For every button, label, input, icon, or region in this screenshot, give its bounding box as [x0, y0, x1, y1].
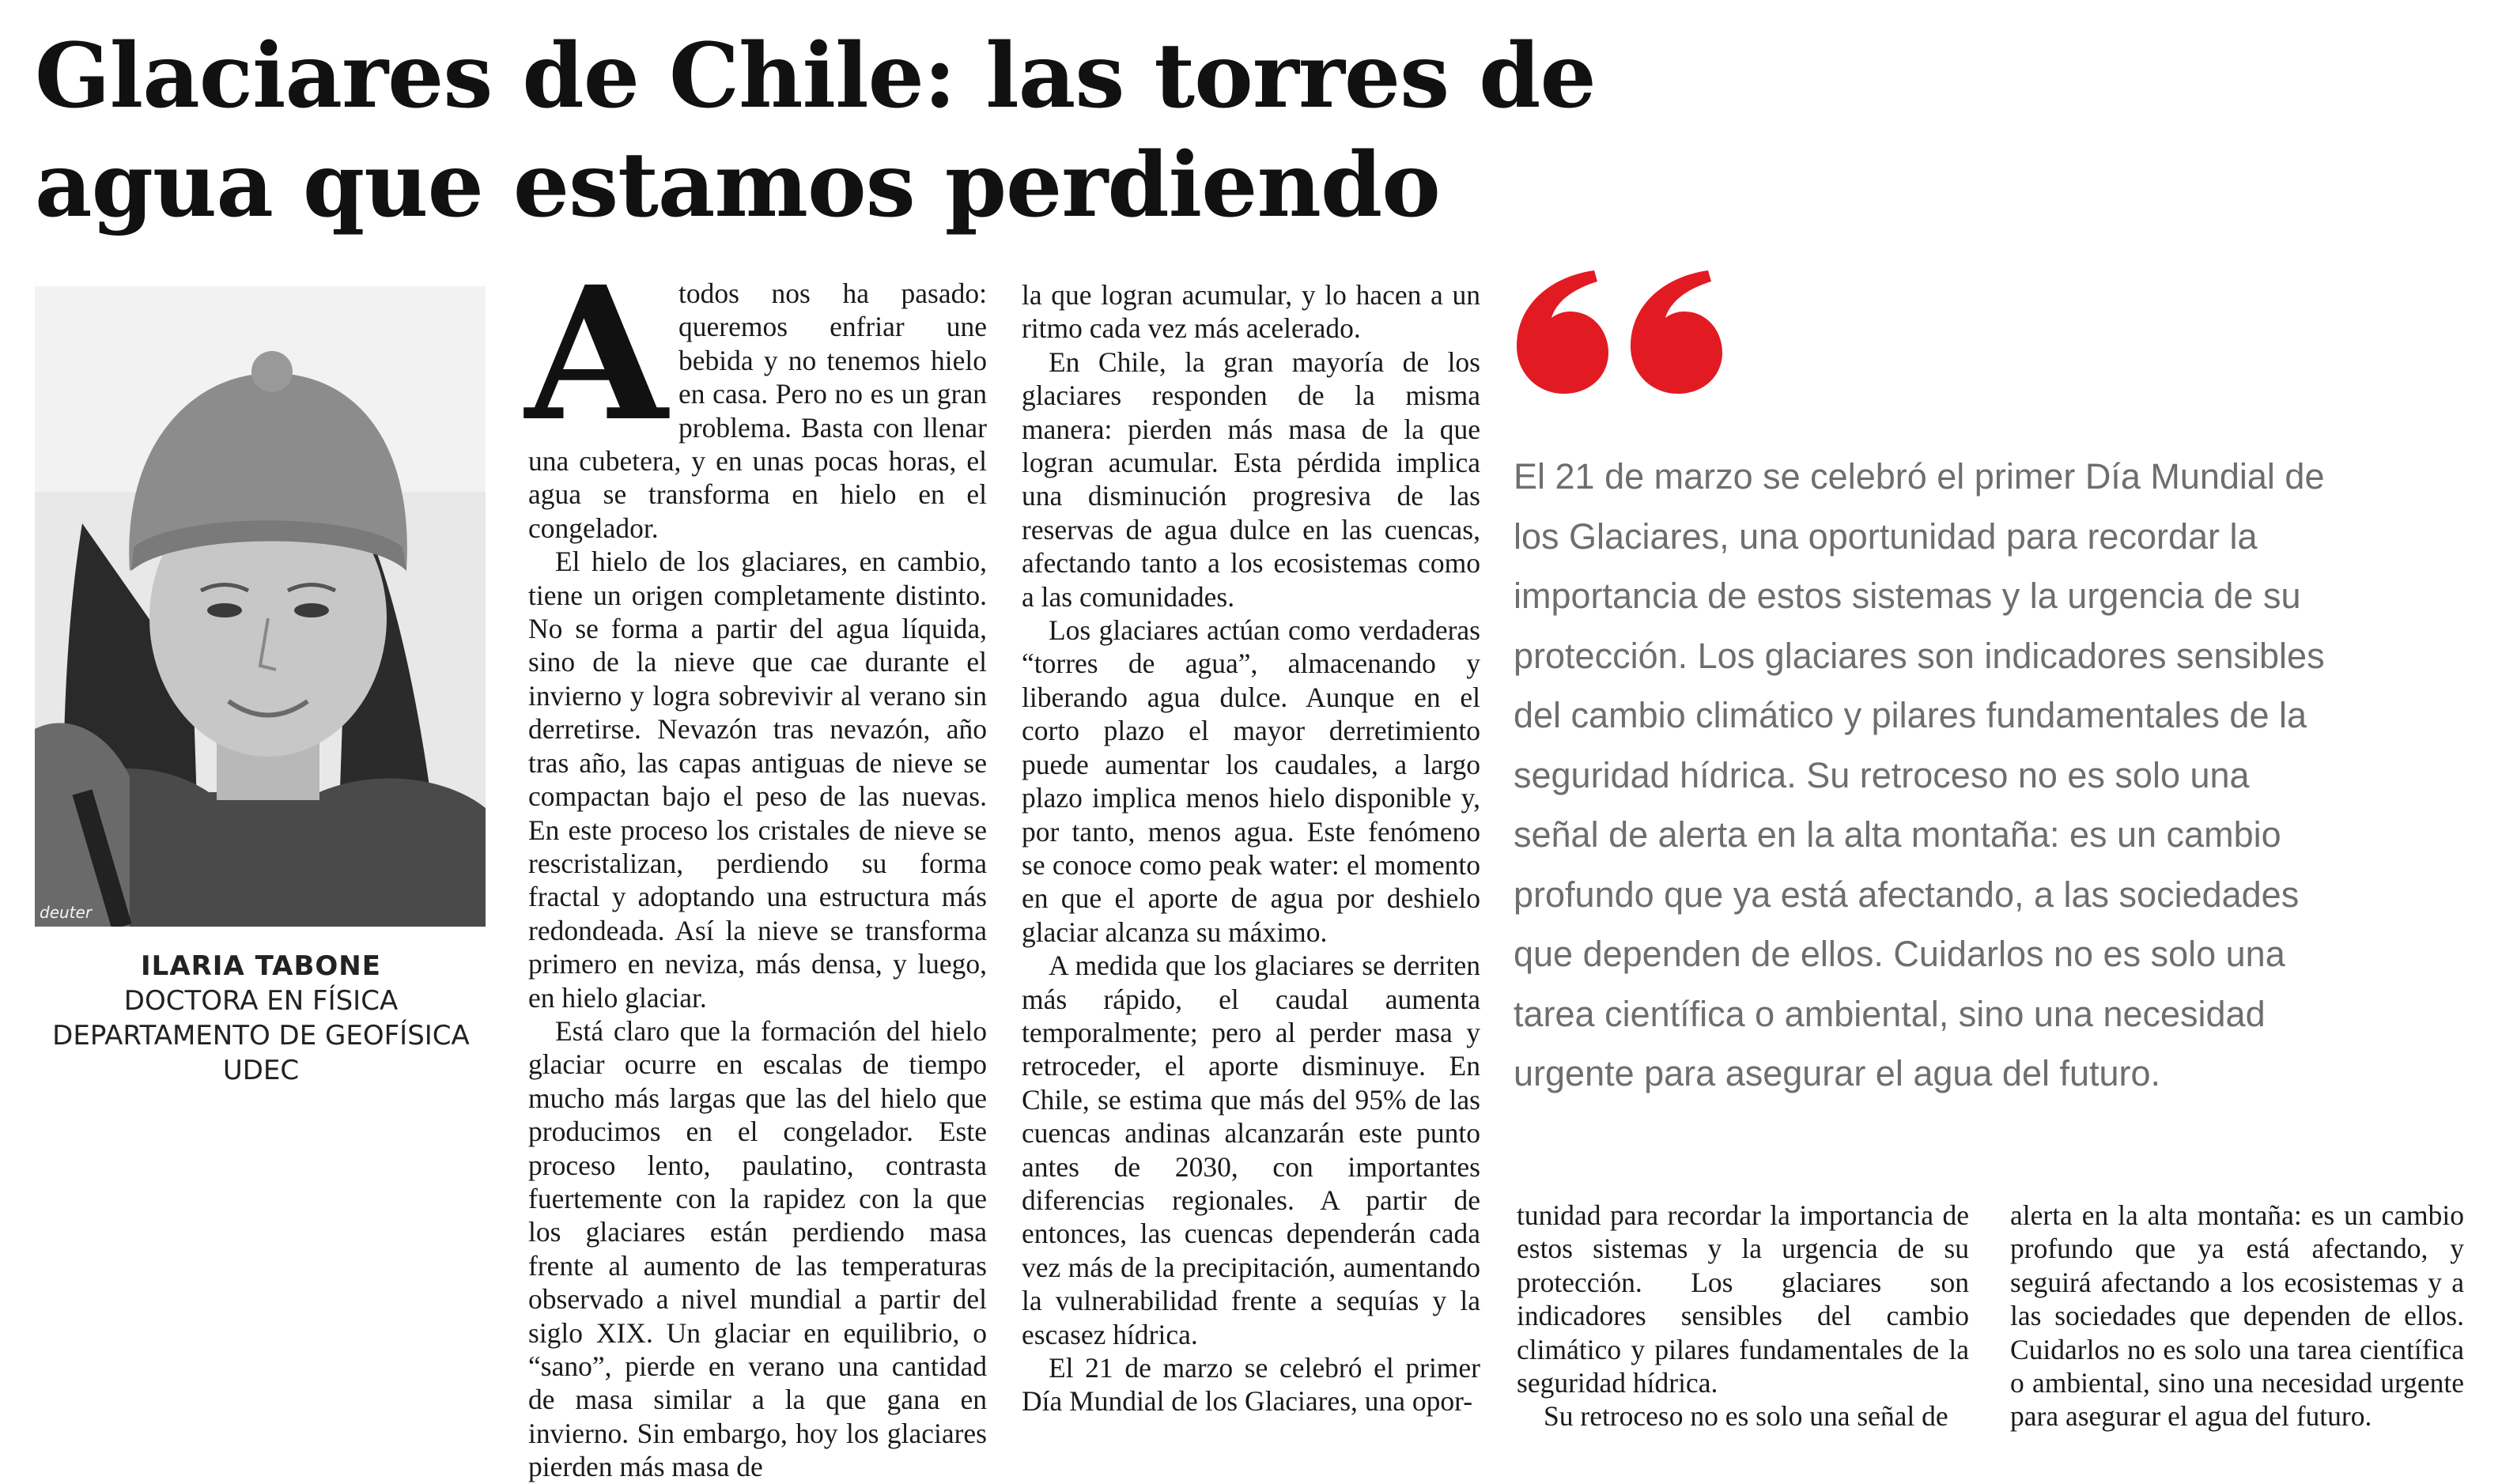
author-institution: UDEC	[222, 1055, 300, 1086]
quote-marks-icon	[1515, 269, 1729, 403]
paragraph: A medida que los glaciares se derriten más rápido, el caudal aumenta temporalmente; pero al perder masa y retroceder, el aporte disminuye. En Chile, se estima que más del 95% de las cuencas andinas alcanzarán este punto antes de 2030, con importantes diferencias regionales. A partir de entonces, las cuencas dependerán cada vez más de la precipitación, aumentando la vulnerabilidad frente a sequías y la escasez hídrica.	[1022, 950, 1480, 1350]
pull-quote: El 21 de marzo se celebró el primer Día Mundial de los Glaciares, una oportunidad para recordar la importancia de estos sistemas y la urgencia de su protección. Los glaciares son indicadores sensibles del cambio climático y pilares fundamentales de la seguridad hídrica. Su retroceso no es solo una señal de alerta en la alta montaña: es un cambio profundo que ya está afectando, a las sociedades que dependen de ellos. Cuidarlos no es solo una tarea científica o ambiental, sino una necesidad urgente para asegurar el agua del futuro.	[1514, 456, 2325, 1093]
paragraph: El 21 de marzo se celebró el primer Día Mundial de los Glaciares, una opor-	[1022, 1352, 1480, 1418]
paragraph: Los glaciares actúan como verdaderas “torres de agua”, almacenando y liberando agua dulce. Aunque en el corto plazo el mayor derretimiento puede aumentar los caudales, a largo plazo implica menos hielo disponible y, por tanto, menos agua. Este fenómeno se conoce como peak water: el momento en que el aporte de agua por deshielo glaciar alcanza su máximo.	[1022, 614, 1480, 948]
paragraph: Está claro que la formación del hielo glaciar ocurre en escalas de tiempo mucho más largas que las del hielo que producimos en el congelador. Este proceso lento, paulatino, contrasta fuertemente con la rapidez con la que los glaciares están perdiendo masa frente al aumento de las temperaturas observado a nivel mundial a partir del siglo XIX. Un glaciar en equilibrio, o “sano”, pierde en verano una cantidad de masa similar a la que gana en invierno. Sin embargo, hoy los glaciares pierden más masa de	[528, 1014, 987, 1483]
quote-mark-right	[1631, 270, 1722, 394]
paragraph: Su retroceso no es solo una señal de	[1544, 1400, 1948, 1433]
author-name: ILARIA TABONE	[141, 950, 381, 982]
article-column-1	[525, 246, 987, 1484]
article-column-3	[1517, 1199, 1969, 1433]
headline: Glaciares de Chile: las torres de agua que estamos perdiendo	[35, 25, 1596, 237]
drop-cap: A	[525, 246, 668, 462]
author-photo-illustration	[35, 286, 486, 927]
paragraph: El hielo de los glaciares, en cambio, tiene un origen completamente distinto. No se forma a partir del agua líquida, sino de la nieve que cae durante el invierno y logra sobrevivir al verano sin derretirse. Nevazón tras nevazón, año tras año, las capas antiguas de nieve se compactan bajo el peso de las nuevas. En este proceso los cristales de nieve se rescristalizan, perdiendo su forma fractal y adoptando una estructura más redondeada. Así la nieve se transforma primero en neviza, más densa, y luego, en hielo glaciar.	[528, 546, 987, 1014]
paragraph: tunidad para recordar la importancia de estos sistemas y la urgencia de su protección. Los glaciares son indicadores sensibles del cambio climático y pilares fundamentales de la seguridad hídrica.	[1517, 1199, 1969, 1399]
article-column-4	[2010, 1199, 2464, 1433]
paragraph: todos nos ha pasado: queremos enfriar une bebida y no tenemos hielo en casa. Pero no es un gran problema. Basta con llenar una cubetera, y en unas pocas horas, el agua se transforma en hielo en el congelador.	[528, 278, 987, 544]
author-department: DEPARTAMENTO DE GEOFÍSICA	[52, 1020, 470, 1052]
article-column-2	[1022, 278, 1480, 1418]
author-byline	[24, 949, 498, 1088]
photo-brand-label: deuter	[40, 903, 93, 922]
paragraph: la que logran acumular, y lo hacen a un ritmo cada vez más acelerado.	[1022, 279, 1480, 345]
paragraph: En Chile, la gran mayoría de los glaciares responden de la misma manera: pierden más masa de la que logran acumular. Esta pérdida implica una disminución progresiva de las reservas de agua dulce en las cuencas, afectando tanto a los ecosistemas como a las comunidades.	[1022, 346, 1480, 613]
author-photo	[35, 286, 486, 927]
paragraph: alerta en la alta montaña: es un cambio profundo que ya está afectando, y seguirá afectando a los ecosistemas y a las sociedades que dependen de ellos. Cuidarlos no es solo una tarea científica o ambiental, sino una necesidad urgente para asegurar el agua del futuro.	[2010, 1199, 2464, 1433]
quote-mark-left	[1517, 270, 1608, 394]
author-role: DOCTORA EN FÍSICA	[123, 985, 399, 1017]
